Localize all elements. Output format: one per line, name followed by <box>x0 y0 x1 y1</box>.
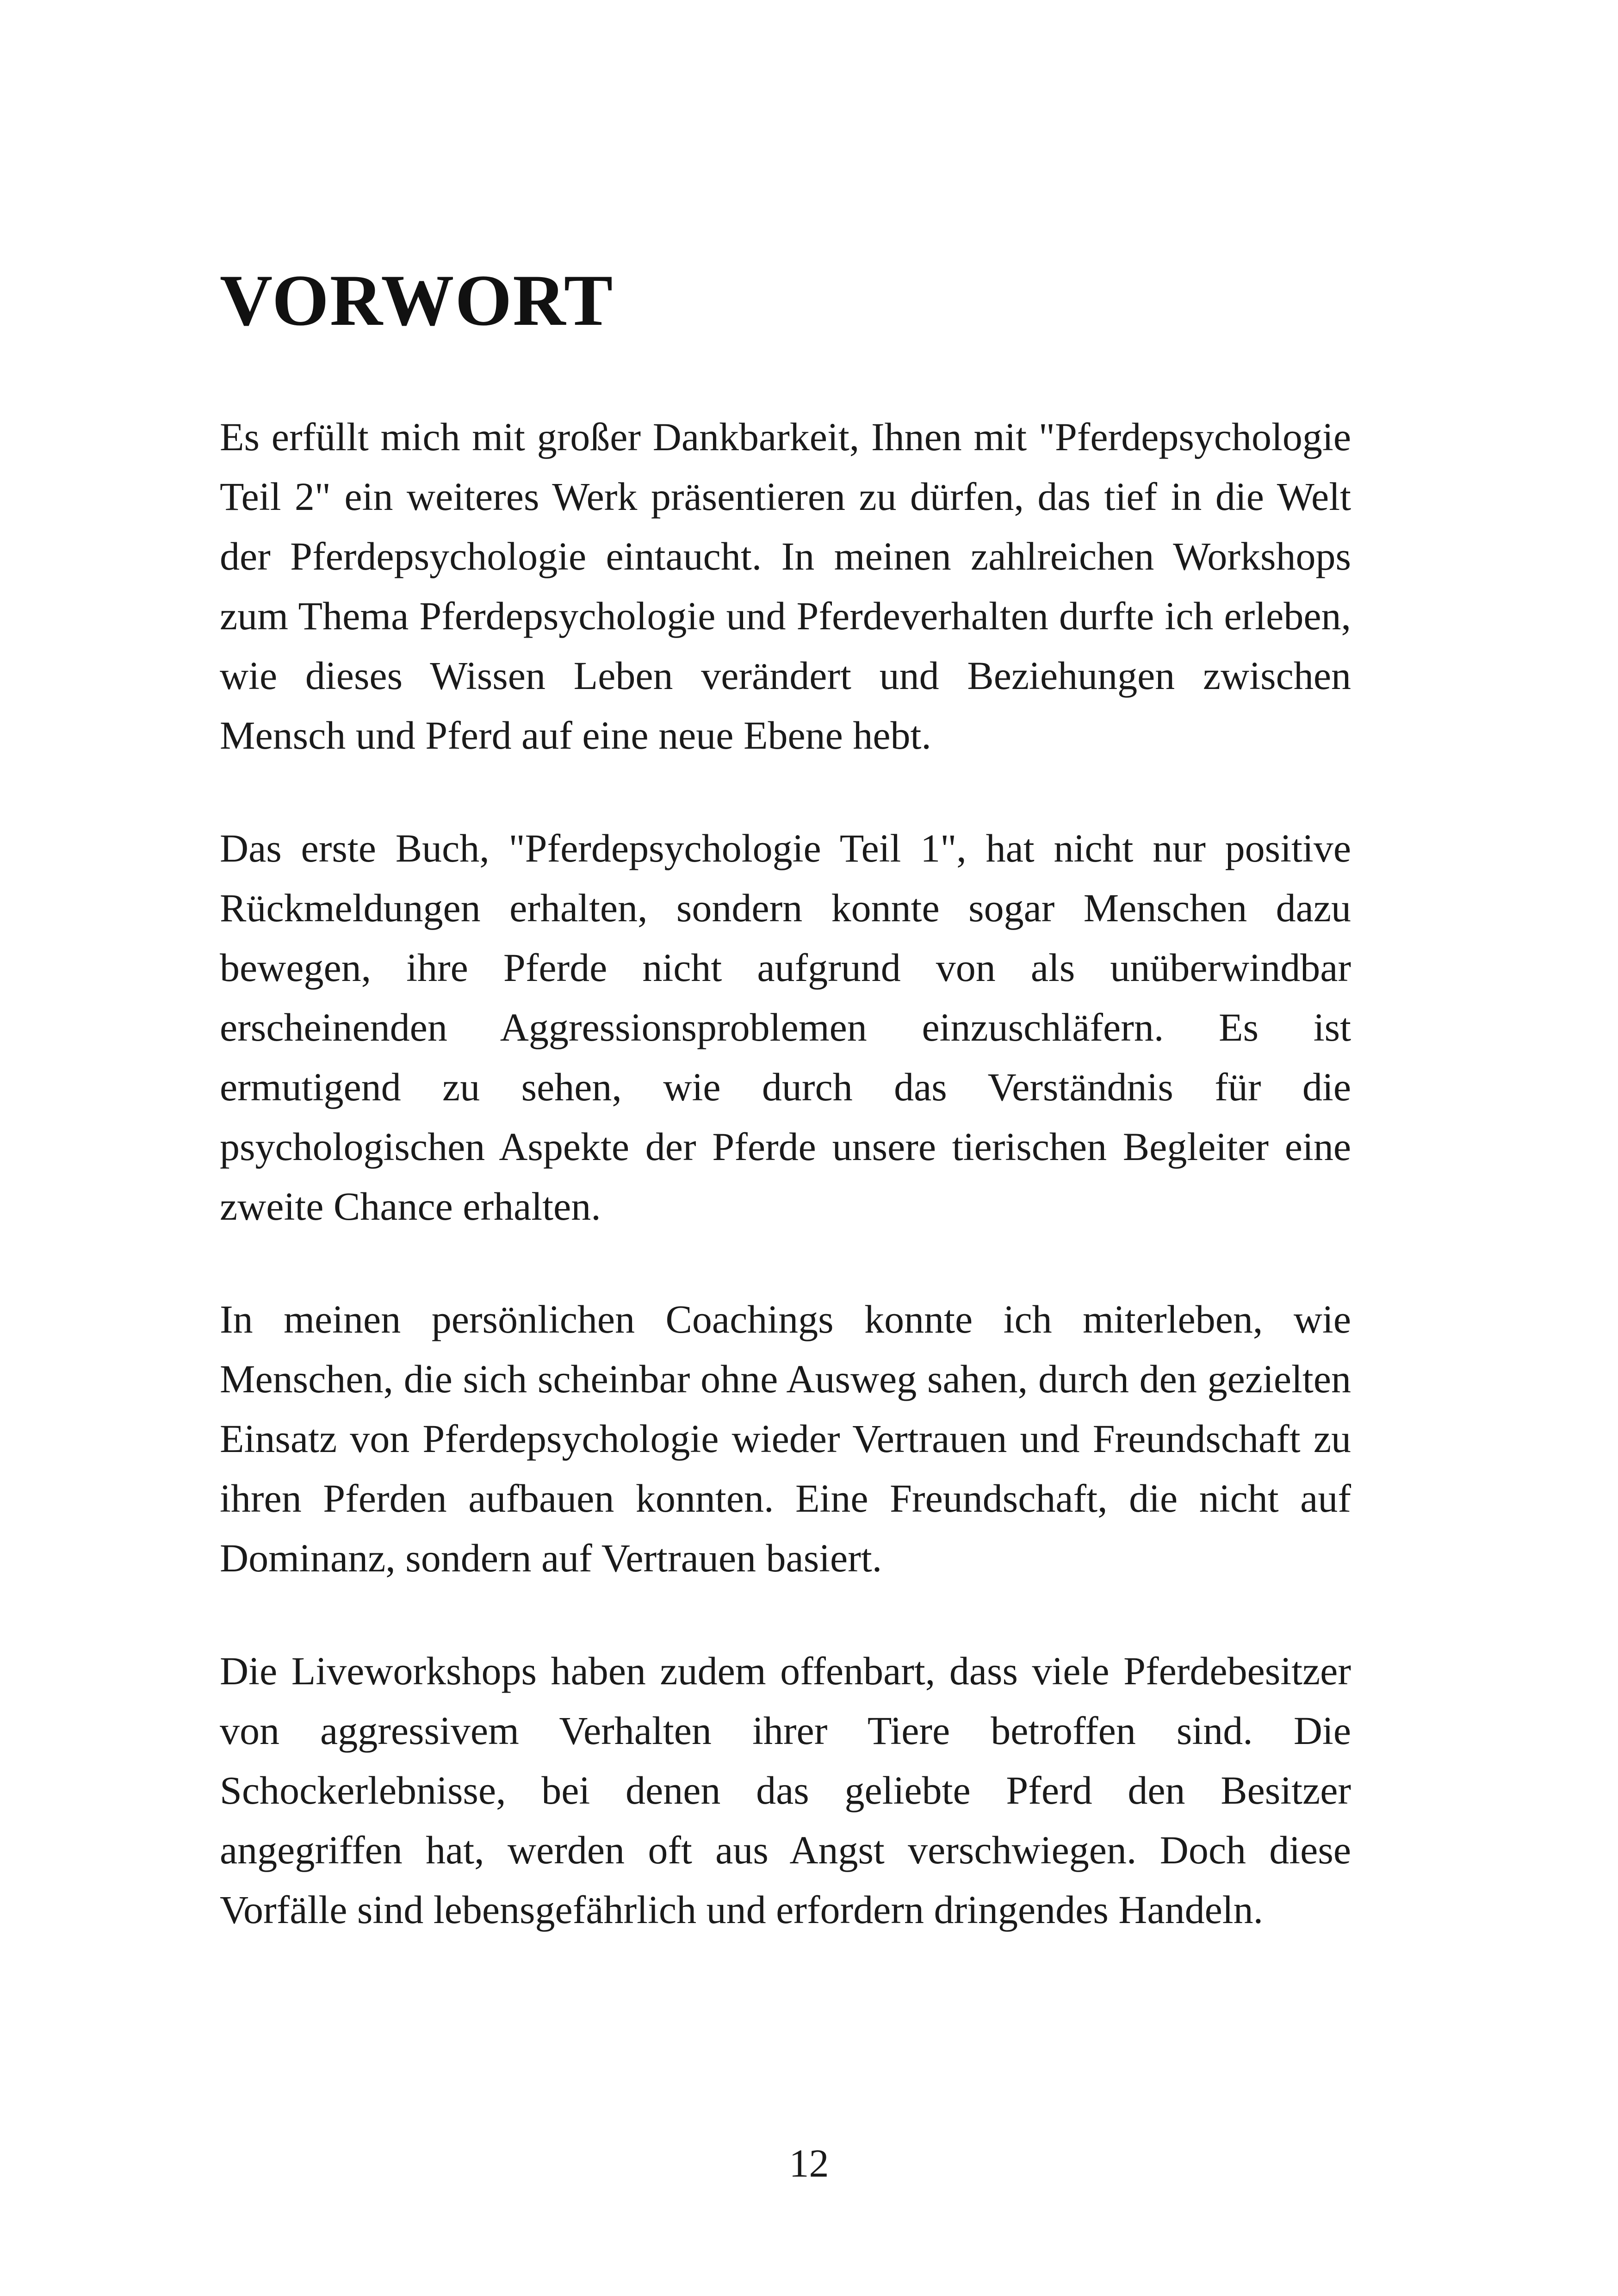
page-number: 12 <box>789 2141 829 2185</box>
chapter-title: VORWORT <box>220 260 614 341</box>
paragraph: In meinen persönlichen Coachings konnte ich miterleben, wie Menschen, die sich scheinbar ohne Ausweg sahen, durch den gezielten Einsatz von Pferdepsychologie wieder Vertrauen und Freundschaft zu ihren Pferden aufbauen konnten. Eine Freundschaft, die nicht auf Dominanz, sondern auf Vertrauen basiert. <box>220 1297 1351 1580</box>
paragraph: Es erfüllt mich mit großer Dankbarkeit, Ihnen mit "Pferdepsychologie Teil 2" ein weiteres Werk präsentieren zu dürfen, das tief in die Welt der Pferdepsychologie eintaucht. In meinen zahlreichen Workshops zum Thema Pferdepsychologie und Pferdeverhalten durfte ich erleben, wie dieses Wissen Leben verändert und Beziehungen zwischen Mensch und Pferd auf eine neue Ebene hebt. <box>220 415 1351 757</box>
paragraph: Die Liveworkshops haben zudem offenbart, dass viele Pferdebesitzer von aggressivem Verhalten ihrer Tiere betroffen sind. Die Schockerlebnisse, bei denen das geliebte Pferd den Besitzer angegriffen hat, werden oft aus Angst verschwiegen. Doch diese Vorfälle sind lebensgefährlich und erfordern dringendes Handeln. <box>220 1649 1351 1932</box>
paragraph: Das erste Buch, "Pferdepsychologie Teil 1", hat nicht nur positive Rückmeldungen erhalten, sondern konnte sogar Menschen dazu bewegen, ihre Pferde nicht aufgrund von als unüberwindbar erscheinenden Aggressionsproblemen einzuschläfern. Es ist ermutigend zu sehen, wie durch das Verständnis für die psychologischen Aspekte der Pferde unsere tierischen Begleiter eine zweite Chance erhalten. <box>220 826 1351 1229</box>
page-content <box>220 250 1351 1940</box>
body-text <box>220 407 1351 1940</box>
